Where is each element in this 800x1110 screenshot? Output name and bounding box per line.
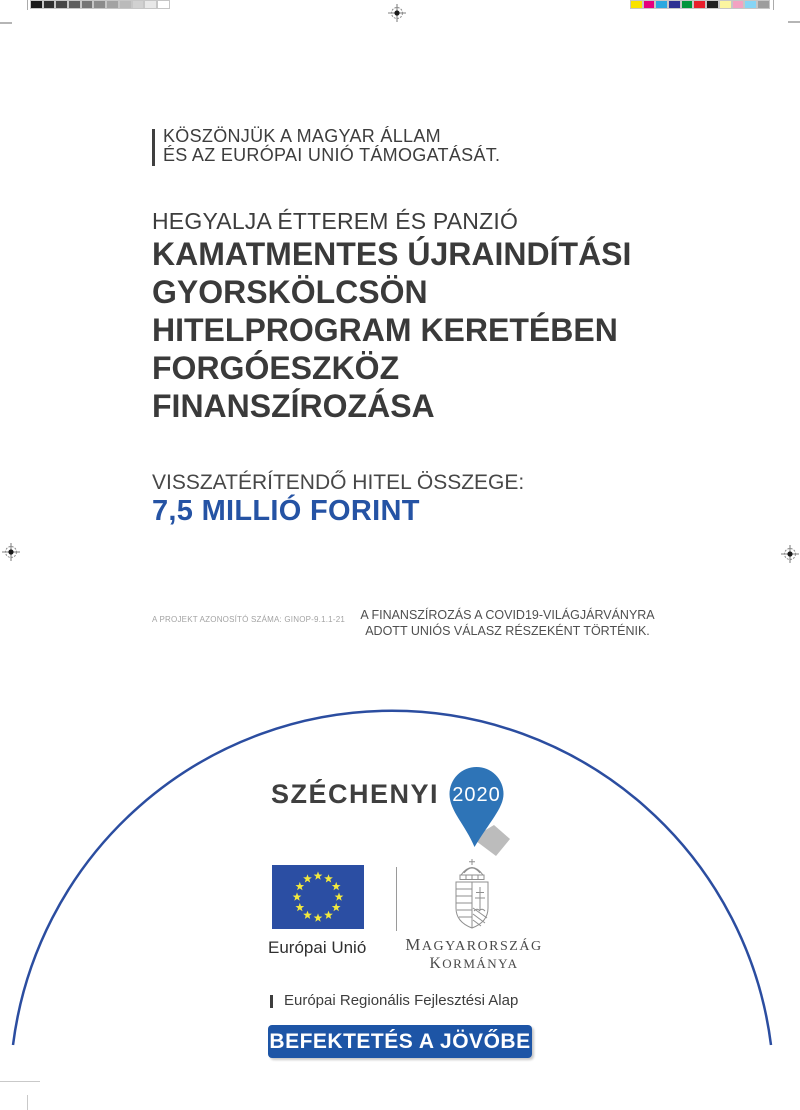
project-title-line: FORGÓESZKÖZ <box>152 350 400 386</box>
registration-mark-icon <box>388 4 406 22</box>
accent-bar <box>152 129 155 166</box>
trim-mark <box>27 1095 28 1110</box>
calibration-cell <box>43 0 56 9</box>
calibration-cell <box>643 0 656 9</box>
registration-mark-icon <box>2 543 20 561</box>
covid-note-line-1: A FINANSZÍROZÁS A COVID19-VILÁGJÁRVÁNYRA <box>360 608 655 622</box>
szechenyi-logo-text: SZÉCHENYI <box>271 779 440 809</box>
trim-mark <box>0 1081 40 1082</box>
calibration-cell <box>55 0 68 9</box>
calibration-cell <box>81 0 94 9</box>
investment-banner: BEFEKTETÉS A JÖVŐBE <box>268 1025 532 1058</box>
project-title <box>152 235 631 425</box>
calibration-cell <box>719 0 732 9</box>
project-title-line: GYORSKÖLCSÖN <box>152 274 428 310</box>
erdf-accent-bar <box>270 995 273 1008</box>
beneficiary-name: HEGYALJA ÉTTEREM ÉS PANZIÓ <box>152 208 519 234</box>
calibration-cell <box>132 0 145 9</box>
calibration-cell <box>732 0 745 9</box>
calibration-cell <box>119 0 132 9</box>
trim-mark <box>27 0 28 10</box>
calibration-cell <box>693 0 706 9</box>
calibration-cell <box>144 0 157 9</box>
calibration-cell <box>668 0 681 9</box>
grayscale-calibration-strip <box>30 0 170 9</box>
government-line-1: MAGYARORSZÁG <box>405 935 543 954</box>
project-title-line: FINANSZÍROZÁSA <box>152 388 435 424</box>
registration-mark-icon <box>781 545 799 563</box>
calibration-cell <box>757 0 770 9</box>
project-id: A PROJEKT AZONOSÍTÓ SZÁMA: GINOP-9.1.1-21 <box>152 615 345 624</box>
calibration-cell <box>706 0 719 9</box>
eu-flag-icon <box>272 865 364 929</box>
calibration-cell <box>93 0 106 9</box>
eu-flag-label: Európai Unió <box>268 938 367 957</box>
loan-amount-label: VISSZATÉRÍTENDŐ HITEL ÖSSZEGE: <box>152 471 525 494</box>
calibration-cell <box>744 0 757 9</box>
szechenyi-logo-year: 2020 <box>452 784 501 806</box>
erdf-fund-label: Európai Regionális Fejlesztési Alap <box>284 992 519 1009</box>
covid-funding-note <box>340 608 675 639</box>
hungary-coat-of-arms-icon <box>450 858 494 934</box>
szechenyi-2020-pin-icon <box>440 760 520 870</box>
loan-amount-value: 7,5 MILLIÓ FORINT <box>152 495 420 527</box>
calibration-cell <box>681 0 694 9</box>
government-line-2: KORMÁNYA <box>429 955 519 972</box>
thanks-line-1: KÖSZÖNJÜK A MAGYAR ÁLLAM <box>163 126 441 146</box>
calibration-cell <box>106 0 119 9</box>
trim-mark <box>773 0 774 10</box>
covid-note-line-2: ADOTT UNIÓS VÁLASZ RÉSZEKÉNT TÖRTÉNIK. <box>365 623 650 638</box>
thanks-note <box>163 127 500 165</box>
calibration-cell <box>655 0 668 9</box>
color-calibration-strip <box>630 0 770 9</box>
calibration-cell <box>157 0 170 9</box>
trim-mark <box>788 21 800 23</box>
trim-mark <box>0 22 12 24</box>
calibration-cell <box>30 0 43 9</box>
government-logo-text <box>398 936 550 972</box>
calibration-cell <box>630 0 643 9</box>
calibration-cell <box>68 0 81 9</box>
project-title-line: HITELPROGRAM KERETÉBEN <box>152 312 618 348</box>
project-title-line: KAMATMENTES ÚJRAINDÍTÁSI <box>152 236 632 272</box>
logo-divider <box>396 867 397 931</box>
thanks-line-2: ÉS AZ EURÓPAI UNIÓ TÁMOGATÁSÁT. <box>163 145 501 165</box>
